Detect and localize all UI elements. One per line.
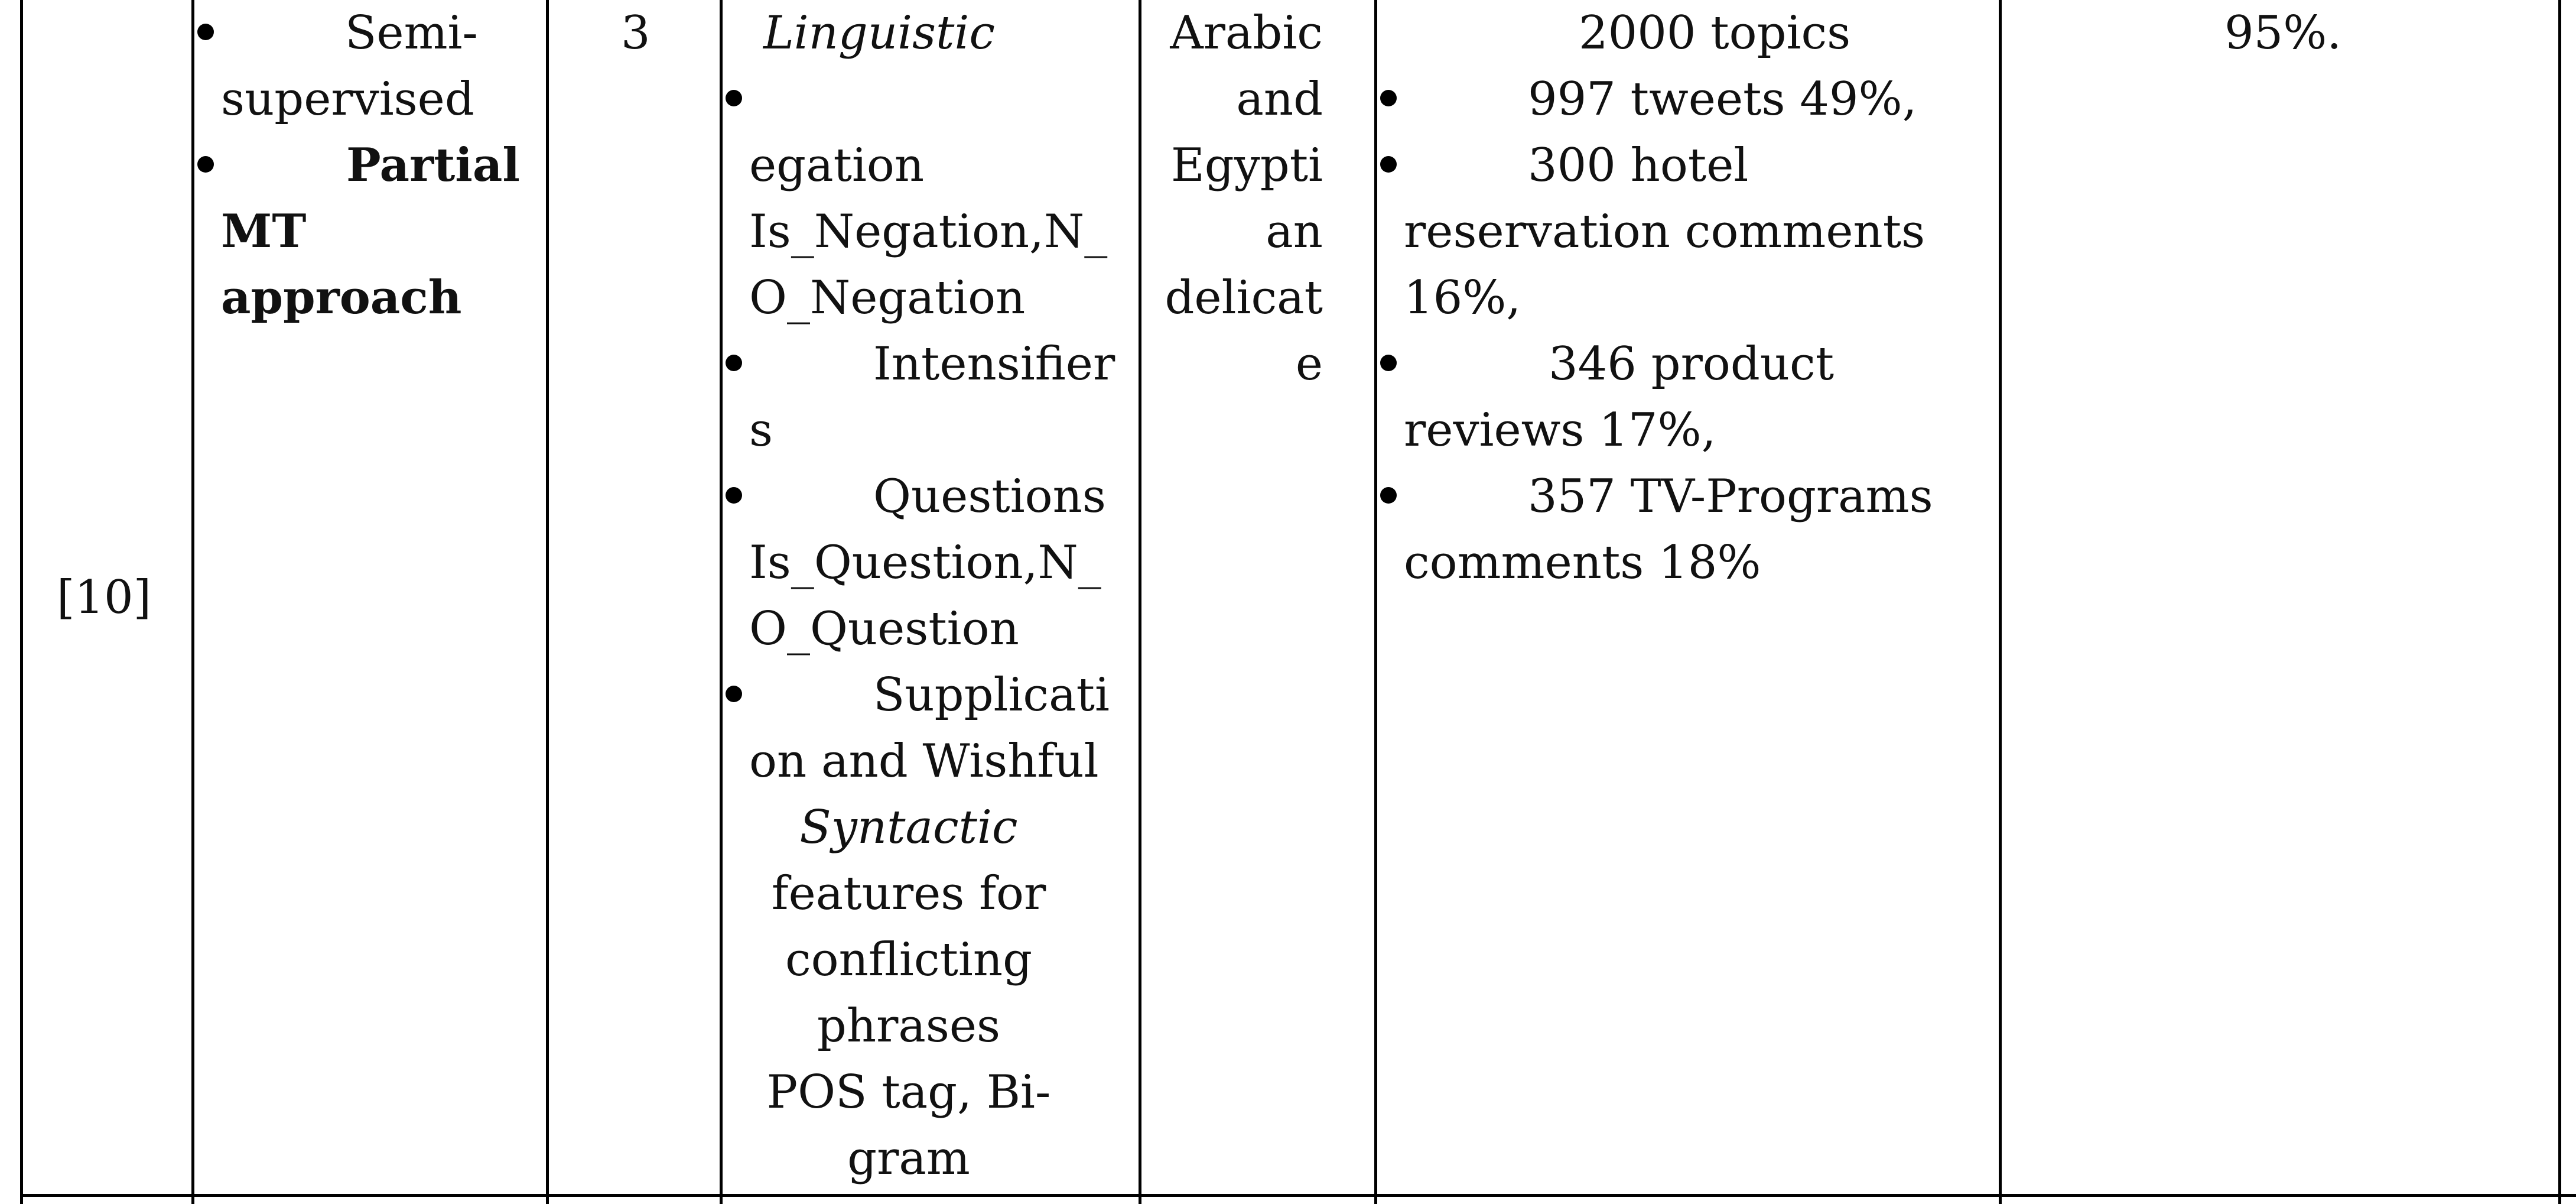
bullet-icon xyxy=(726,686,742,702)
feature-text: conflicting xyxy=(785,933,1032,986)
table-border-left xyxy=(20,0,23,1204)
feature-text: Questions xyxy=(873,470,1106,523)
language-text: an xyxy=(1266,205,1323,258)
feature-list-item xyxy=(726,463,1106,530)
method-list-item xyxy=(197,0,493,66)
method-item-text: Partial xyxy=(346,138,521,192)
method-item-text: Semi- xyxy=(345,7,478,60)
dataset-text: 2000 topics xyxy=(1579,7,1851,60)
reference-cell: [10] xyxy=(57,571,152,624)
bullet-icon xyxy=(1380,355,1397,371)
column-divider-6 xyxy=(1999,0,2002,1204)
bullet-icon xyxy=(1380,156,1397,173)
count-cell: 3 xyxy=(621,7,650,60)
feature-group-heading: Syntactic xyxy=(799,801,1018,854)
bullet-icon xyxy=(726,355,742,371)
dataset-text: comments 18% xyxy=(1404,536,1761,589)
dataset-text: 16%, xyxy=(1404,271,1521,324)
bullet-icon xyxy=(726,90,742,106)
language-text: delicat xyxy=(1165,271,1323,324)
dataset-text: reviews 17%, xyxy=(1404,404,1716,457)
feature-text: O_Question xyxy=(749,602,1019,655)
feature-text: features for xyxy=(771,867,1046,920)
feature-text: phrases xyxy=(817,999,1001,1053)
feature-list-item xyxy=(726,331,1115,397)
language-text: Arabic xyxy=(1170,7,1323,60)
language-text: e xyxy=(1295,337,1323,391)
feature-text: egation xyxy=(749,139,925,192)
column-divider-5 xyxy=(1374,0,1377,1204)
column-divider-4 xyxy=(1139,0,1141,1204)
column-divider-3 xyxy=(720,0,723,1204)
feature-text: gram xyxy=(847,1132,970,1185)
dataset-text: 346 product xyxy=(1549,337,1835,391)
bullet-icon xyxy=(197,24,214,40)
feature-text: on and Wishful xyxy=(749,735,1099,788)
method-list-item xyxy=(197,132,521,199)
dataset-text: reservation comments xyxy=(1404,205,1926,258)
dataset-list-item xyxy=(1380,66,1971,132)
column-divider-2 xyxy=(546,0,549,1204)
feature-list-item xyxy=(726,662,1110,728)
feature-text: Is_Negation,N_ xyxy=(749,205,1108,258)
dataset-list-item xyxy=(1380,331,1971,397)
features-cell xyxy=(726,0,1115,1192)
language-text: and xyxy=(1236,73,1323,126)
feature-text: s xyxy=(749,404,773,457)
feature-group-heading: Linguistic xyxy=(763,7,996,60)
language-text: Egypti xyxy=(1170,139,1323,192)
bullet-icon xyxy=(1380,90,1397,106)
dataset-list-item xyxy=(1380,463,1971,530)
accuracy-cell: 95%. xyxy=(2224,7,2342,60)
method-item-text: approach xyxy=(221,271,462,324)
dataset-text: 997 tweets 49%, xyxy=(1528,73,1917,126)
method-cell xyxy=(197,0,521,331)
table-border-right xyxy=(2558,0,2561,1204)
method-item-text: MT xyxy=(221,205,307,258)
row-bottom-border xyxy=(20,1194,2576,1197)
method-item-text: supervised xyxy=(221,73,474,126)
bullet-icon xyxy=(1380,487,1397,504)
feature-text: POS tag, Bi- xyxy=(766,1066,1051,1119)
dataset-text: 357 TV-Programs xyxy=(1528,470,1933,523)
dataset-text: 300 hotel xyxy=(1528,139,1749,192)
bullet-icon xyxy=(726,487,742,504)
feature-text: O_Negation xyxy=(749,271,1026,324)
bullet-icon xyxy=(197,156,214,173)
dataset-list-item xyxy=(1380,132,1971,199)
feature-text: Supplicati xyxy=(873,668,1110,722)
feature-text: Intensifier xyxy=(873,337,1115,391)
dataset-cell xyxy=(1380,0,1971,596)
column-divider-1 xyxy=(191,0,194,1204)
feature-list-item xyxy=(726,66,1092,132)
feature-text: Is_Question,N_ xyxy=(749,536,1101,589)
language-cell xyxy=(1144,0,1323,397)
